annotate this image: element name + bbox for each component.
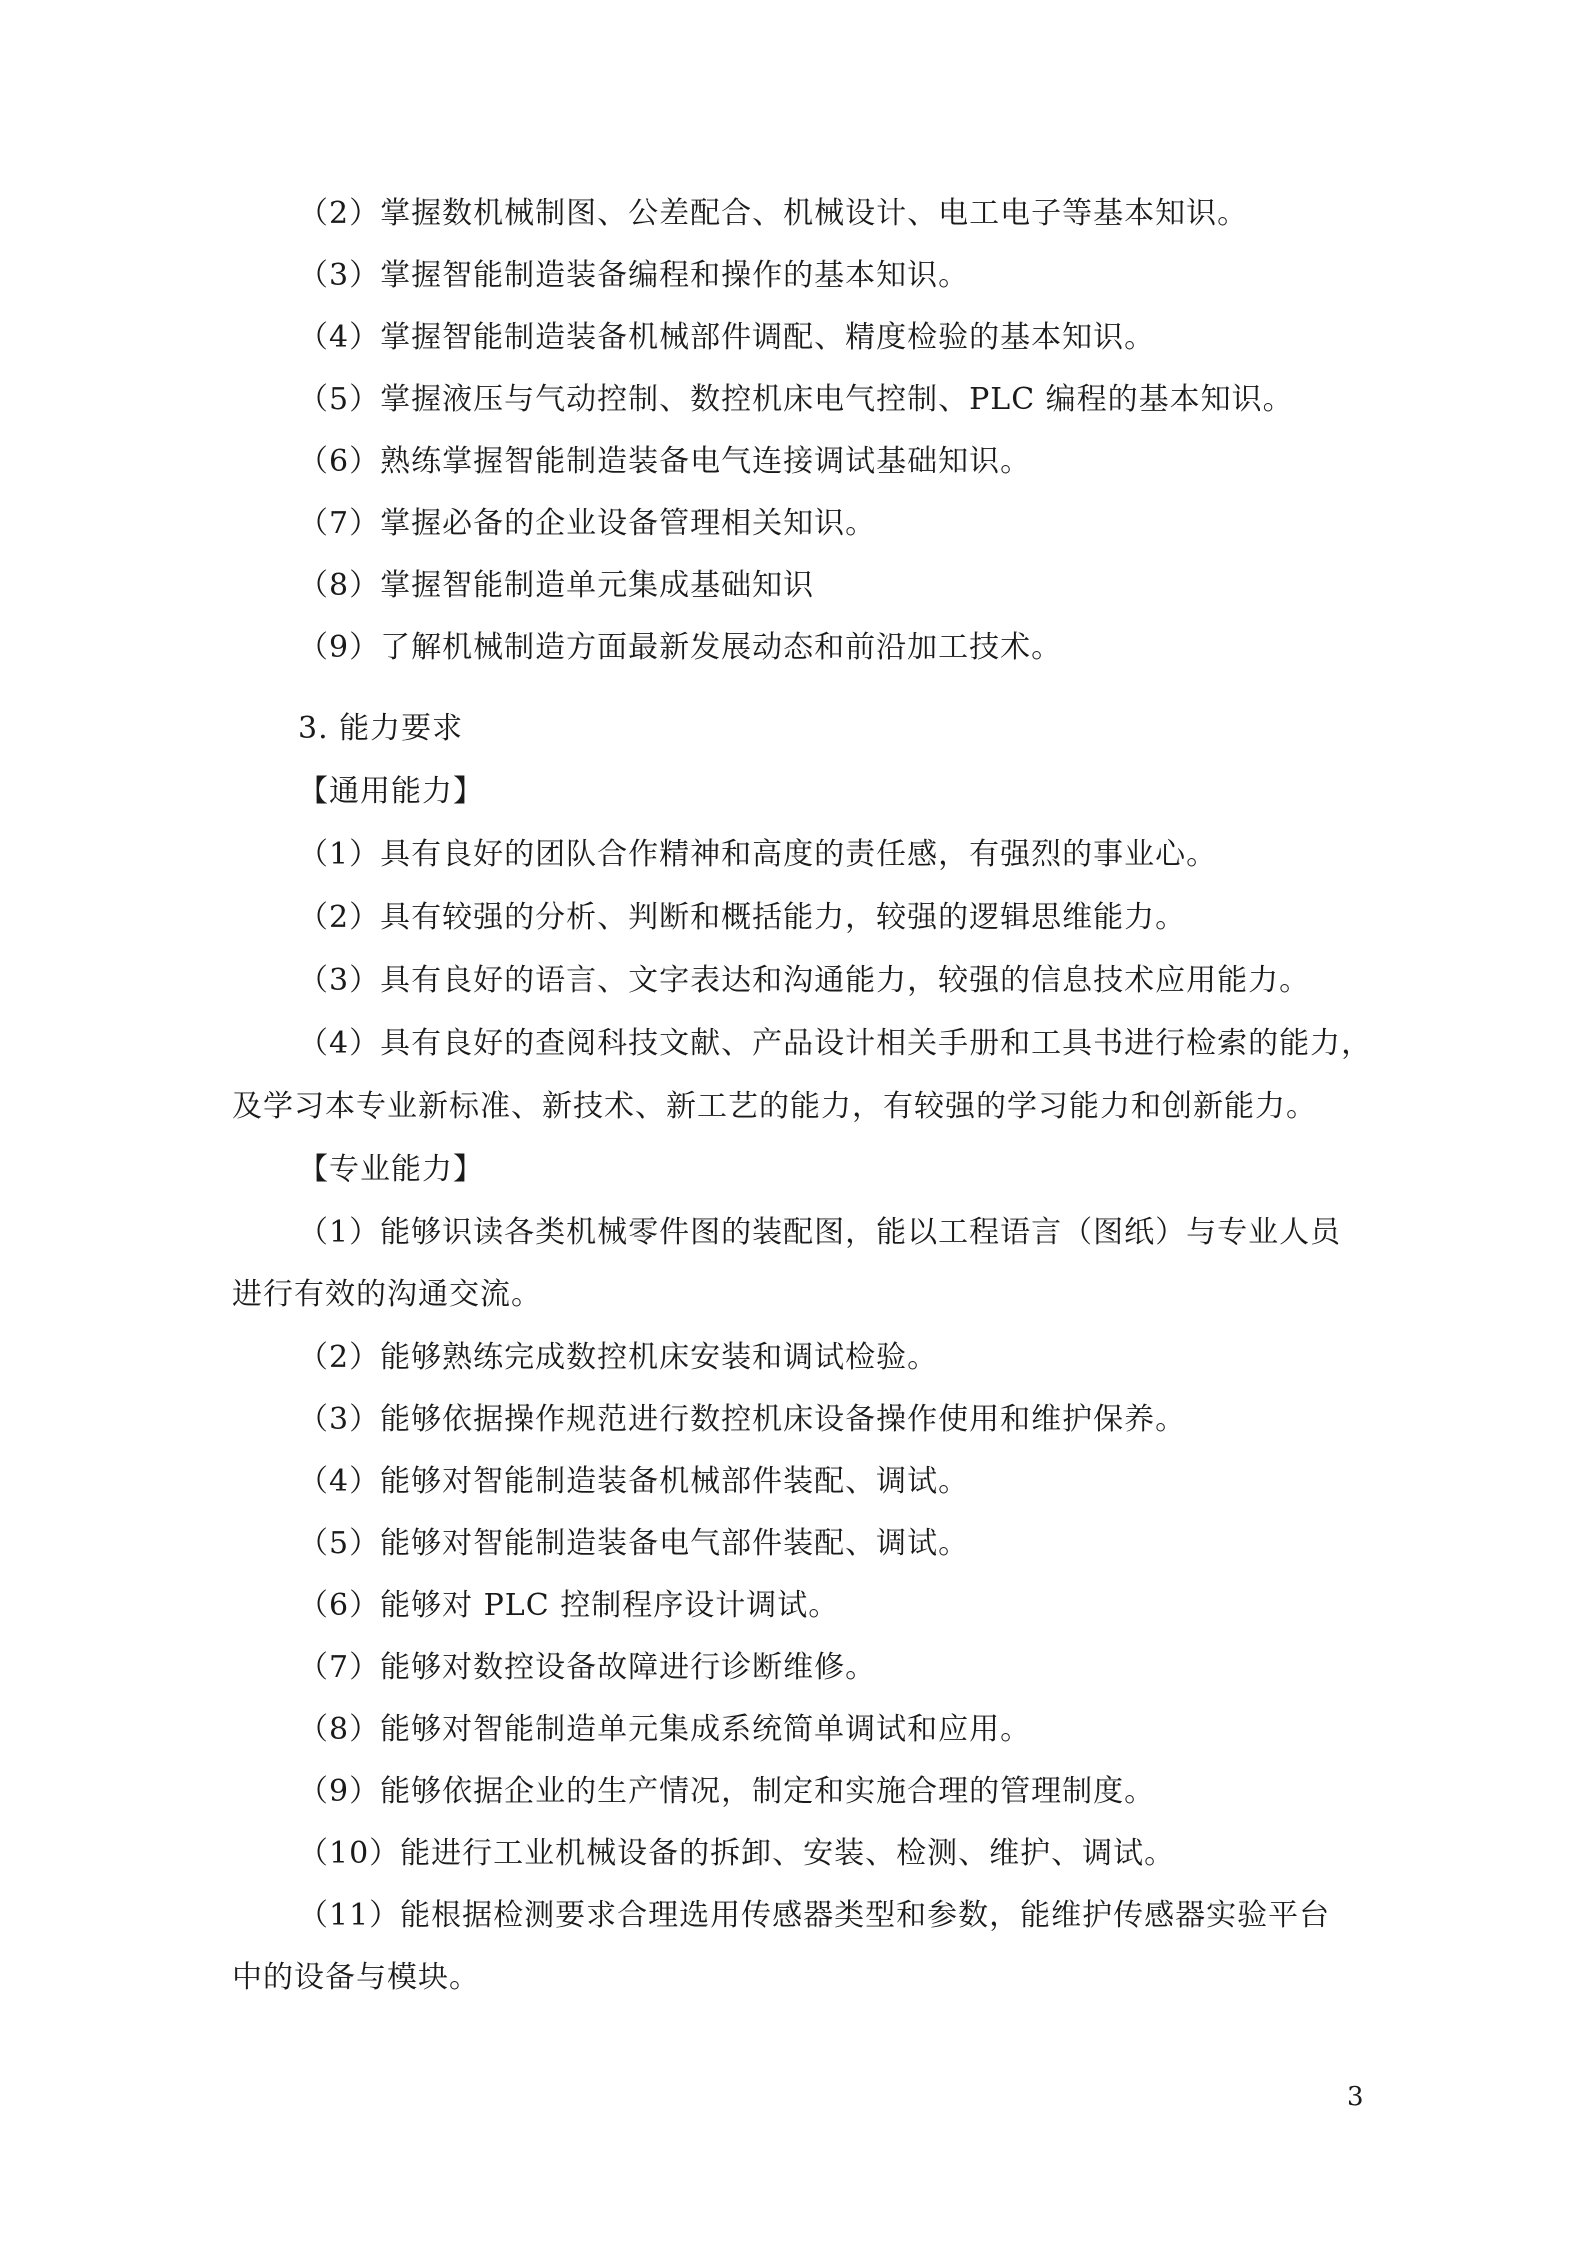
professional-ability-item-11: （11）能根据检测要求合理选用传感器类型和参数，能维护传感器实验平台 [298, 1898, 1331, 1933]
professional-ability-item-7: （7）能够对数控设备故障进行诊断维修。 [298, 1650, 877, 1685]
professional-ability-heading: 【专业能力】 [298, 1152, 484, 1187]
knowledge-item-3: （3）掌握智能制造装备编程和操作的基本知识。 [298, 258, 970, 293]
professional-ability-item-2: （2）能够熟练完成数控机床安装和调试检验。 [298, 1340, 939, 1375]
professional-ability-item-1: （1）能够识读各类机械零件图的装配图，能以工程语言（图纸）与专业人员 [298, 1215, 1342, 1250]
professional-ability-item-10: （10）能进行工业机械设备的拆卸、安装、检测、维护、调试。 [298, 1836, 1176, 1871]
knowledge-item-9: （9）了解机械制造方面最新发展动态和前沿加工技术。 [298, 630, 1063, 665]
professional-ability-item-6: （6）能够对 PLC 控制程序设计调试。 [298, 1588, 840, 1623]
professional-ability-item-3: （3）能够依据操作规范进行数控机床设备操作使用和维护保养。 [298, 1402, 1187, 1437]
professional-ability-item-8: （8）能够对智能制造单元集成系统简单调试和应用。 [298, 1712, 1032, 1747]
knowledge-item-7: （7）掌握必备的企业设备管理相关知识。 [298, 506, 877, 541]
knowledge-item-6: （6）熟练掌握智能制造装备电气连接调试基础知识。 [298, 444, 1032, 479]
professional-ability-item-1-continued: 进行有效的沟通交流。 [232, 1277, 542, 1312]
ability-requirements-heading: 3. 能力要求 [298, 711, 464, 746]
page-number: 3 [1347, 2082, 1364, 2112]
professional-ability-item-4: （4）能够对智能制造装备机械部件装配、调试。 [298, 1464, 970, 1499]
general-ability-heading: 【通用能力】 [298, 774, 484, 809]
knowledge-item-2: （2）掌握数机械制图、公差配合、机械设计、电工电子等基本知识。 [298, 196, 1249, 231]
professional-ability-item-5: （5）能够对智能制造装备电气部件装配、调试。 [298, 1526, 970, 1561]
knowledge-item-8: （8）掌握智能制造单元集成基础知识 [298, 568, 815, 603]
knowledge-item-4: （4）掌握智能制造装备机械部件调配、精度检验的基本知识。 [298, 320, 1156, 355]
professional-ability-item-11-continued: 中的设备与模块。 [232, 1960, 480, 1995]
knowledge-item-5: （5）掌握液压与气动控制、数控机床电气控制、PLC 编程的基本知识。 [298, 382, 1294, 417]
general-ability-item-4-continued: 及学习本专业新标准、新技术、新工艺的能力，有较强的学习能力和创新能力。 [232, 1089, 1317, 1124]
general-ability-item-2: （2）具有较强的分析、判断和概括能力，较强的逻辑思维能力。 [298, 900, 1187, 935]
general-ability-item-1: （1）具有良好的团队合作精神和高度的责任感，有强烈的事业心。 [298, 837, 1218, 872]
professional-ability-item-9: （9）能够依据企业的生产情况，制定和实施合理的管理制度。 [298, 1774, 1156, 1809]
general-ability-item-4: （4）具有良好的查阅科技文献、产品设计相关手册和工具书进行检索的能力， [298, 1026, 1373, 1061]
general-ability-item-3: （3）具有良好的语言、文字表达和沟通能力，较强的信息技术应用能力。 [298, 963, 1311, 998]
